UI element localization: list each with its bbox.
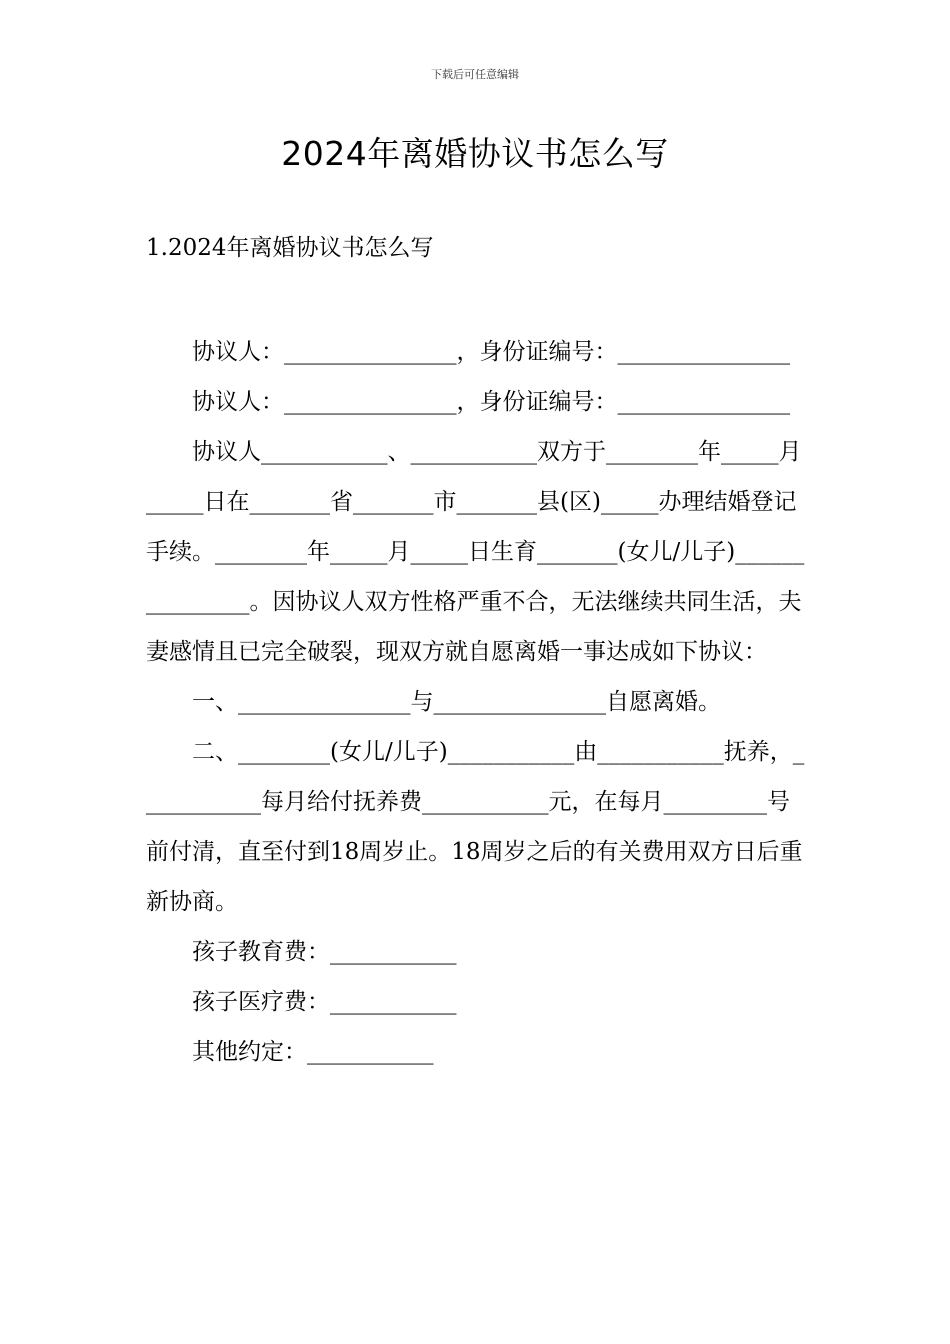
header-note: 下载后可任意编辑: [431, 68, 519, 81]
other-agreement-line: 其他约定：___________: [192, 1039, 434, 1065]
party-two-line: 协议人：_______________，身份证编号：_______________: [192, 389, 790, 415]
document-title: 2024年离婚协议书怎么写: [281, 134, 669, 173]
medical-fee-line: 孩子医疗费：___________: [192, 989, 457, 1015]
section-heading: 1.2024年离婚协议书怎么写: [146, 235, 434, 261]
clause-one: 一、_______________与_______________自愿离婚。: [192, 689, 721, 715]
clause-two: 二、________(女儿/儿子)___________由___________抚养，___________每月给付抚养费___________元，在每月_________号前付清，直至付到18周岁止。18周岁之后的有关费用双方日后重新协商。: [146, 739, 805, 915]
agreement-body: [146, 327, 808, 1077]
education-fee-line: 孩子教育费：___________: [192, 939, 457, 965]
marriage-info-paragraph: 协议人___________、___________双方于________年_____月_____日在_______省_______市_______县(区)_____办理结婚登记手续。________年_____月_____日生育_______(女儿/儿子)_______________。因协议人双方性格严重不合，无法继续共同生活，夫妻感情且已完全破裂，现双方就自愿离婚一事达成如下协议：: [146, 439, 805, 665]
party-one-line: 协议人：_______________，身份证编号：_______________: [192, 339, 790, 365]
